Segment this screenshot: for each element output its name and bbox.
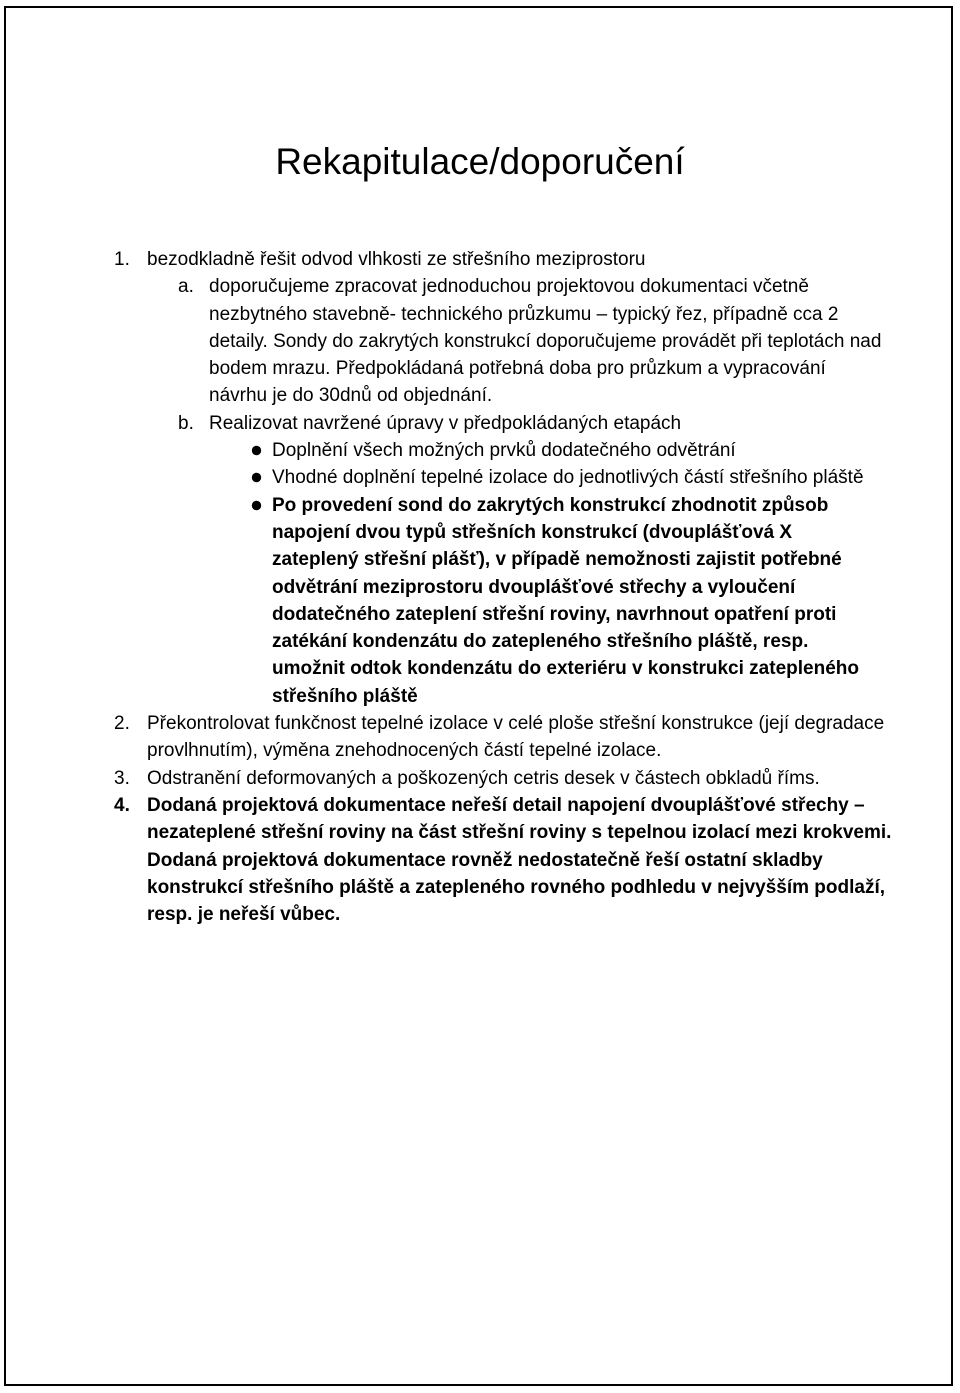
- sub-item-a: [0, 273, 960, 409]
- item-text: Dodaná projektová dokumentace neřeší detail napojení dvouplášťové střechy – nezateplené střešní roviny na část střešní roviny s tepelnou izolací mezi krokvemi. Dodaná projektová dokumentace rovněž nedostatečně řeší ostatní skladby konstrukcí střešního pláště a zatepleného rovného podhledu v nejvyšším podlaží, resp. je neřeší vůbec.: [147, 794, 892, 926]
- list-item-2: [0, 710, 960, 765]
- bullet-icon: [251, 472, 262, 483]
- sub-item-text: doporučujeme zpracovat jednoduchou projektovou dokumentaci včetně nezbytného stavebně- technického průzkumu – typický řez, případně cca 2 detaily. Sondy do zakrytých konstrukcí doporučujeme provádět při teplotách nad bodem mrazu. Předpokládaná potřebná doba pro průzkum a vypracování návrhu je do 30dnů od objednání.: [209, 276, 882, 407]
- item-number: 2.: [114, 713, 130, 735]
- recommendations-list: [0, 246, 960, 928]
- bullet-text: Doplnění všech možných prvků dodatečného odvětrání: [272, 440, 736, 462]
- page-title: Rekapitulace/doporučení: [275, 141, 685, 182]
- item-number: 3.: [114, 767, 130, 789]
- bullet-item-1: [0, 437, 960, 464]
- item-number: 4.: [114, 794, 130, 816]
- sub-item-b: [0, 410, 960, 437]
- item-text: Odstranění deformovaných a poškozených cetris desek v částech obkladů říms.: [147, 767, 820, 789]
- list-item-1: [0, 246, 960, 273]
- list-item-3: [0, 765, 960, 792]
- item-text: Překontrolovat funkčnost tepelné izolace v celé ploše střešní konstrukce (její degradace provlhnutím), výměna znehodnocených částí tepelné izolace.: [147, 713, 885, 762]
- sub-item-label: b.: [178, 412, 194, 434]
- bullet-icon: [251, 445, 262, 456]
- bullet-item-2: [0, 464, 960, 491]
- bullet-icon: [251, 500, 262, 511]
- sub-item-label: a.: [178, 276, 194, 298]
- list-item-4: [0, 792, 960, 928]
- bullet-text: Vhodné doplnění tepelné izolace do jednotlivých částí střešního pláště: [272, 467, 864, 489]
- sub-item-text: Realizovat navržené úpravy v předpokládaných etapách: [209, 412, 682, 434]
- bullet-text: Po provedení sond do zakrytých konstrukcí zhodnotit způsob napojení dvou typů střešních konstrukcí (dvouplášťová X zateplený střešní plášť), v případě nemožnosti zajistit potřebné odvětrání meziprostoru dvouplášťové střechy a vyloučení dodatečného zateplení střešní roviny, navrhnout opatření proti zatékání kondenzátu do zatepleného střešního pláště, resp. umožnit odtok kondenzátu do exteriéru v konstrukci zatepleného střešního pláště: [272, 494, 859, 707]
- item-number: 1.: [114, 249, 130, 270]
- bullet-item-3: [0, 492, 960, 710]
- item-text: bezodkladně řešit odvod vlhkosti ze střešního meziprostoru: [147, 249, 646, 270]
